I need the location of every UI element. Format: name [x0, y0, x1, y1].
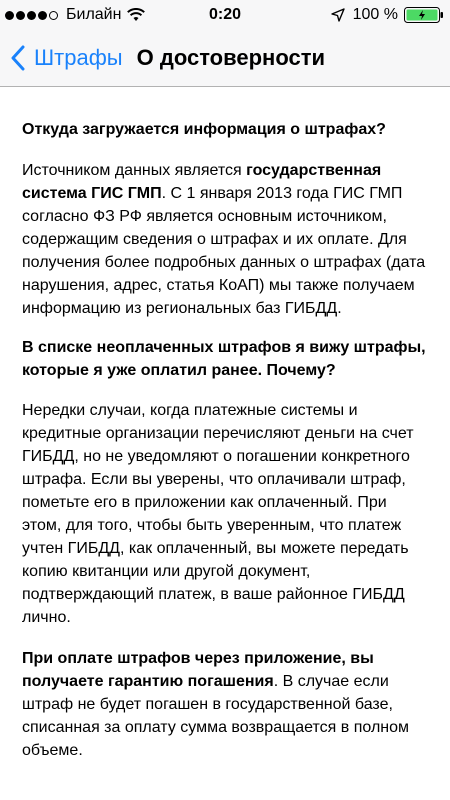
answer-data-source	[22, 159, 430, 320]
guarantee-text: . В случае если штраф не будет погашен в государственной базе, списанная за оплату сумма возвращается в полном объеме.	[22, 673, 410, 759]
navigation-bar	[0, 30, 450, 87]
back-button[interactable]	[0, 45, 123, 71]
back-button-label: Штрафы	[34, 45, 123, 70]
location-arrow-icon	[331, 8, 345, 22]
faq-content	[0, 118, 450, 762]
answer-text: . С 1 января 2013 года ГИС ГМП согласно ФЗ РФ является основным источником, содержащим сведения о штрафах и их оплате. Для получения более подробных данных о штрафах (дата нарушения, адрес, статья КоАП) мы также получаем информацию из региональных баз ГИБДД.	[22, 185, 426, 317]
status-time: 0:20	[208, 6, 242, 23]
guarantee-bold-text: При оплате штрафов через приложение, вы получаете гарантию погашения	[22, 650, 374, 690]
battery-icon	[404, 7, 444, 23]
carrier-name: Билайн	[66, 6, 122, 23]
answer-bold-text: государственная система ГИС ГМП	[22, 162, 382, 202]
page-title: О достоверности	[136, 45, 325, 70]
status-bar	[0, 0, 450, 30]
payment-guarantee-note	[22, 647, 430, 762]
question-data-source: Откуда загружается информация о штрафах?	[22, 121, 386, 138]
answer-text: Источником данных является	[22, 162, 247, 179]
chevron-left-icon	[10, 45, 26, 71]
answer-paid-fines: Нередки случаи, когда платежные системы и кредитные организации перечисляют деньги на счет ГИБДД, но не уведомляют о погашении конкретного штрафа. Если вы уверены, что оплачивали штраф, пометьте его в приложении как оплаченный. При этом, для того, чтобы быть уверенным, что платеж учтен ГИБДД, как оплаченный, вы можете передать копию квитанции или другой документ, подтверждающий платеж, в ваше районное ГИБДД лично.	[22, 402, 414, 626]
status-right	[331, 6, 444, 24]
question-paid-fines: В списке неоплаченных штрафов я вижу штрафы, которые я уже оплатил ранее. Почему?	[22, 339, 426, 379]
battery-percentage: 100 %	[352, 6, 398, 23]
